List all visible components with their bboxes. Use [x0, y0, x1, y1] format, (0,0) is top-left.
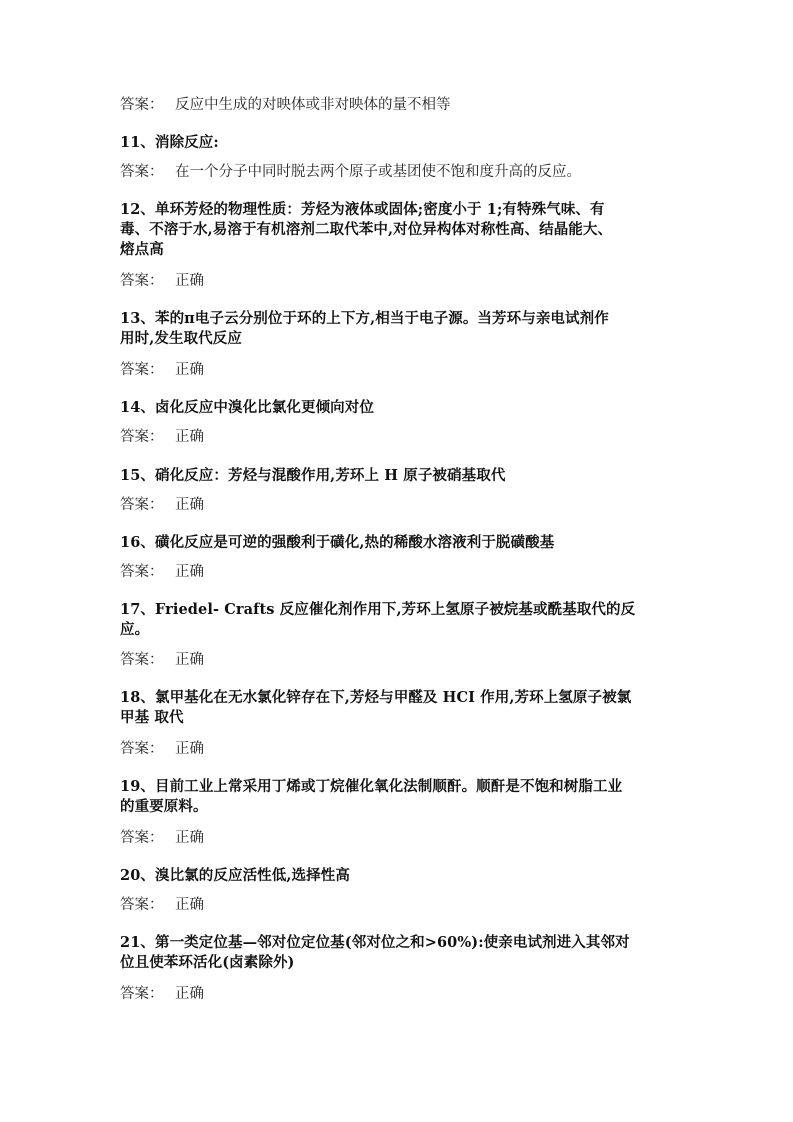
answer-text: 正确 [175, 273, 204, 289]
answer-label: 答案： [120, 652, 164, 668]
question-line: 用时,发生取代反应 [120, 330, 242, 347]
question-15 [120, 466, 505, 486]
answer-text: 正确 [175, 986, 204, 1002]
question-18 [120, 688, 631, 728]
answer-20 [120, 895, 204, 915]
answer-label: 答案： [120, 564, 164, 580]
answer-13 [120, 360, 204, 380]
answer-11 [120, 162, 581, 182]
question-line: 11、消除反应: [120, 134, 219, 151]
question-line: 甲基 取代 [120, 709, 184, 726]
answer-text: 正确 [175, 362, 204, 378]
answer-16 [120, 562, 204, 582]
question-14 [120, 398, 374, 418]
question-line: 15、硝化反应：芳烃与混酸作用,芳环上 H 原子被硝基取代 [120, 467, 506, 484]
answer-text: 正确 [175, 652, 204, 668]
question-line: 位且使苯环活化(卤素除外) [120, 954, 295, 971]
question-13 [120, 309, 609, 349]
question-21 [120, 933, 630, 973]
question-12 [120, 200, 612, 260]
question-line: 的重要原料。 [120, 798, 208, 815]
question-line: 14、卤化反应中溴化比氯化更倾向对位 [120, 399, 374, 416]
question-line: 熔点高 [120, 241, 164, 258]
answer-label: 答案： [120, 273, 164, 289]
question-line: 19、目前工业上常采用丁烯或丁烷催化氧化法制顺酐。顺酐是不饱和树脂工业 [120, 778, 623, 795]
question-line: 20、溴比氯的反应活性低,选择性高 [120, 867, 350, 884]
question-line: 应。 [120, 621, 150, 638]
question-17 [120, 600, 635, 640]
answer-text: 正确 [175, 897, 204, 913]
answer-10 [120, 95, 451, 115]
answer-text: 反应中生成的对映体或非对映体的量不相等 [175, 97, 451, 113]
question-line: 18、氯甲基化在无水氯化锌存在下,芳烃与甲醛及 HCI 作用,芳环上氢原子被氯 [120, 689, 632, 706]
question-line: 17、Friedel- Crafts 反应催化剂作用下,芳环上氢原子被烷基或酰基取代的反 [120, 601, 636, 618]
question-19 [120, 777, 622, 817]
answer-text: 正确 [175, 564, 204, 580]
answer-text: 在一个分子中同时脱去两个原子或基团使不饱和度升高的反应。 [175, 164, 581, 180]
question-line: 13、苯的π电子云分别位于环的上下方,相当于电子源。当芳环与亲电试剂作 [120, 310, 609, 327]
answer-label: 答案： [120, 830, 164, 846]
answer-label: 答案： [120, 429, 164, 445]
answer-15 [120, 495, 204, 515]
question-line: 21、第一类定位基—邻对位定位基(邻对位之和>60%):使亲电试剂进入其邻对 [120, 934, 630, 951]
answer-text: 正确 [175, 429, 204, 445]
question-20 [120, 866, 350, 886]
answer-label: 答案： [120, 897, 164, 913]
question-line: 12、单环芳烃的物理性质：芳烃为液体或固体;密度小于 1;有特殊气味、有 [120, 201, 605, 218]
question-16 [120, 533, 554, 553]
answer-label: 答案： [120, 362, 164, 378]
answer-17 [120, 650, 204, 670]
answer-text: 正确 [175, 497, 204, 513]
question-11 [120, 133, 219, 153]
answer-19 [120, 828, 204, 848]
question-line: 毒、不溶于水,易溶于有机溶剂二取代苯中,对位异构体对称性高、结晶能大、 [120, 221, 613, 238]
question-line: 16、磺化反应是可逆的强酸利于磺化,热的稀酸水溶液利于脱磺酸基 [120, 534, 555, 551]
answer-21 [120, 984, 204, 1004]
answer-text: 正确 [175, 830, 204, 846]
answer-label: 答案： [120, 986, 164, 1002]
answer-label: 答案： [120, 741, 164, 757]
answer-label: 答案： [120, 497, 164, 513]
answer-label: 答案： [120, 97, 164, 113]
answer-label: 答案： [120, 164, 164, 180]
answer-12 [120, 271, 204, 291]
answer-14 [120, 427, 204, 447]
answer-18 [120, 739, 204, 759]
answer-text: 正确 [175, 741, 204, 757]
